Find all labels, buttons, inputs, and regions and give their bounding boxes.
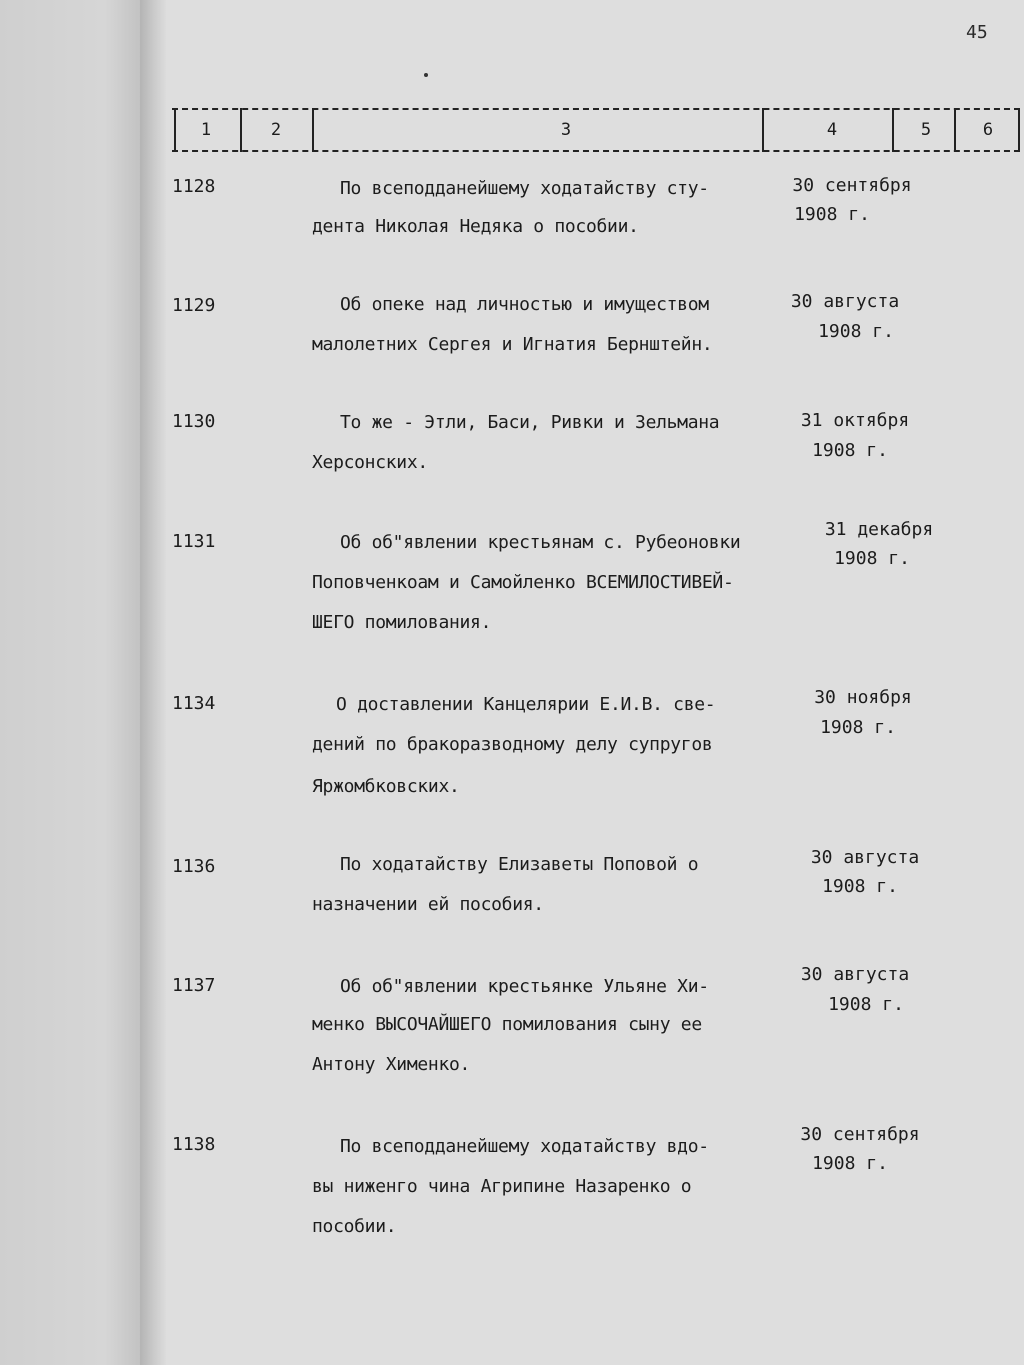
book-gutter — [140, 0, 166, 1365]
left-page-edge — [0, 0, 150, 1365]
header-divider — [892, 108, 894, 152]
entry-number: 1137 — [172, 975, 216, 996]
entry-date-day: 30 ноября — [814, 687, 912, 708]
entry-date-year: 1908 г. — [820, 717, 896, 738]
entry-date-year: 1908 г. — [812, 440, 888, 461]
entry-text-line: Антону Хименко. — [312, 1054, 471, 1075]
entry-number: 1131 — [172, 531, 216, 552]
entry-number: 1136 — [172, 856, 216, 877]
header-divider — [762, 108, 764, 152]
entry-text-line: Об опеке над личностью и имуществом — [340, 294, 709, 315]
header-divider — [1018, 108, 1020, 152]
entry-text-line: Об об"явлении крестьянам с. Рубеоновки — [340, 532, 741, 553]
entry-date-day: 31 декабря — [824, 519, 934, 540]
entry-number: 1128 — [172, 176, 216, 197]
entry-text-line: дений по бракоразводному делу супругов — [312, 734, 713, 755]
page-number: 45 — [966, 22, 988, 43]
column-header-3: 3 — [560, 120, 572, 140]
entry-date-year: 1908 г. — [794, 204, 870, 225]
entry-text-line: назначении ей пособия. — [312, 894, 544, 915]
header-divider — [312, 108, 314, 152]
column-header-5: 5 — [920, 120, 932, 140]
table-header — [172, 100, 1020, 158]
entry-text-line: Поповченкоам и Самойленко ВСЕМИЛОСТИВЕЙ- — [312, 572, 734, 593]
header-divider — [954, 108, 956, 152]
entry-date-day: 31 октября — [800, 410, 910, 431]
entry-text-line: Яржомбковских. — [312, 776, 460, 797]
column-header-4: 4 — [826, 120, 838, 140]
entry-date-year: 1908 г. — [828, 994, 904, 1015]
entry-text-line: По ходатайству Елизаветы Поповой о — [340, 854, 699, 875]
entry-text-line: О доставлении Канцелярии Е.И.В. све- — [336, 694, 716, 715]
entry-text-line: менко ВЫСОЧАЙШЕГО помилования сыну ее — [312, 1014, 702, 1035]
column-header-6: 6 — [982, 120, 994, 140]
entry-date-day: 30 сентября — [800, 1124, 920, 1145]
entry-text-line: Об об"явлении крестьянке Ульяне Хи- — [340, 976, 709, 997]
entry-date-year: 1908 г. — [822, 876, 898, 897]
entry-date-year: 1908 г. — [818, 321, 894, 342]
entry-text-line: вы ниженго чина Агрипине Назаренко о — [312, 1176, 692, 1197]
ink-dot — [424, 73, 428, 77]
entry-number: 1129 — [172, 295, 216, 316]
entry-date-day: 30 августа — [810, 847, 920, 868]
entry-date-day: 30 августа — [800, 964, 910, 985]
entry-date-year: 1908 г. — [812, 1153, 888, 1174]
header-divider — [240, 108, 242, 152]
entry-text-line: пособии. — [312, 1216, 397, 1237]
entry-number: 1138 — [172, 1134, 216, 1155]
column-header-2: 2 — [270, 120, 282, 140]
entry-text-line: Херсонских. — [312, 452, 428, 473]
entry-text-line: малолетних Сергея и Игнатия Бернштейн. — [312, 334, 713, 355]
entry-text-line: По всеподданейшему ходатайству вдо- — [340, 1136, 709, 1157]
entry-text-line: То же - Этли, Баси, Ривки и Зельмана — [340, 412, 720, 433]
entry-text-line: ШЕГО помилования. — [312, 612, 492, 633]
entry-number: 1134 — [172, 693, 216, 714]
entry-text-line: По всеподданейшему ходатайству сту- — [340, 178, 709, 199]
column-header-1: 1 — [200, 120, 212, 140]
entry-date-day: 30 августа — [790, 291, 900, 312]
entry-number: 1130 — [172, 411, 216, 432]
entry-text-line: дента Николая Недяка о пособии. — [312, 216, 639, 237]
header-divider — [174, 108, 176, 152]
entry-date-day: 30 сентября — [792, 175, 912, 196]
entry-date-year: 1908 г. — [834, 548, 910, 569]
